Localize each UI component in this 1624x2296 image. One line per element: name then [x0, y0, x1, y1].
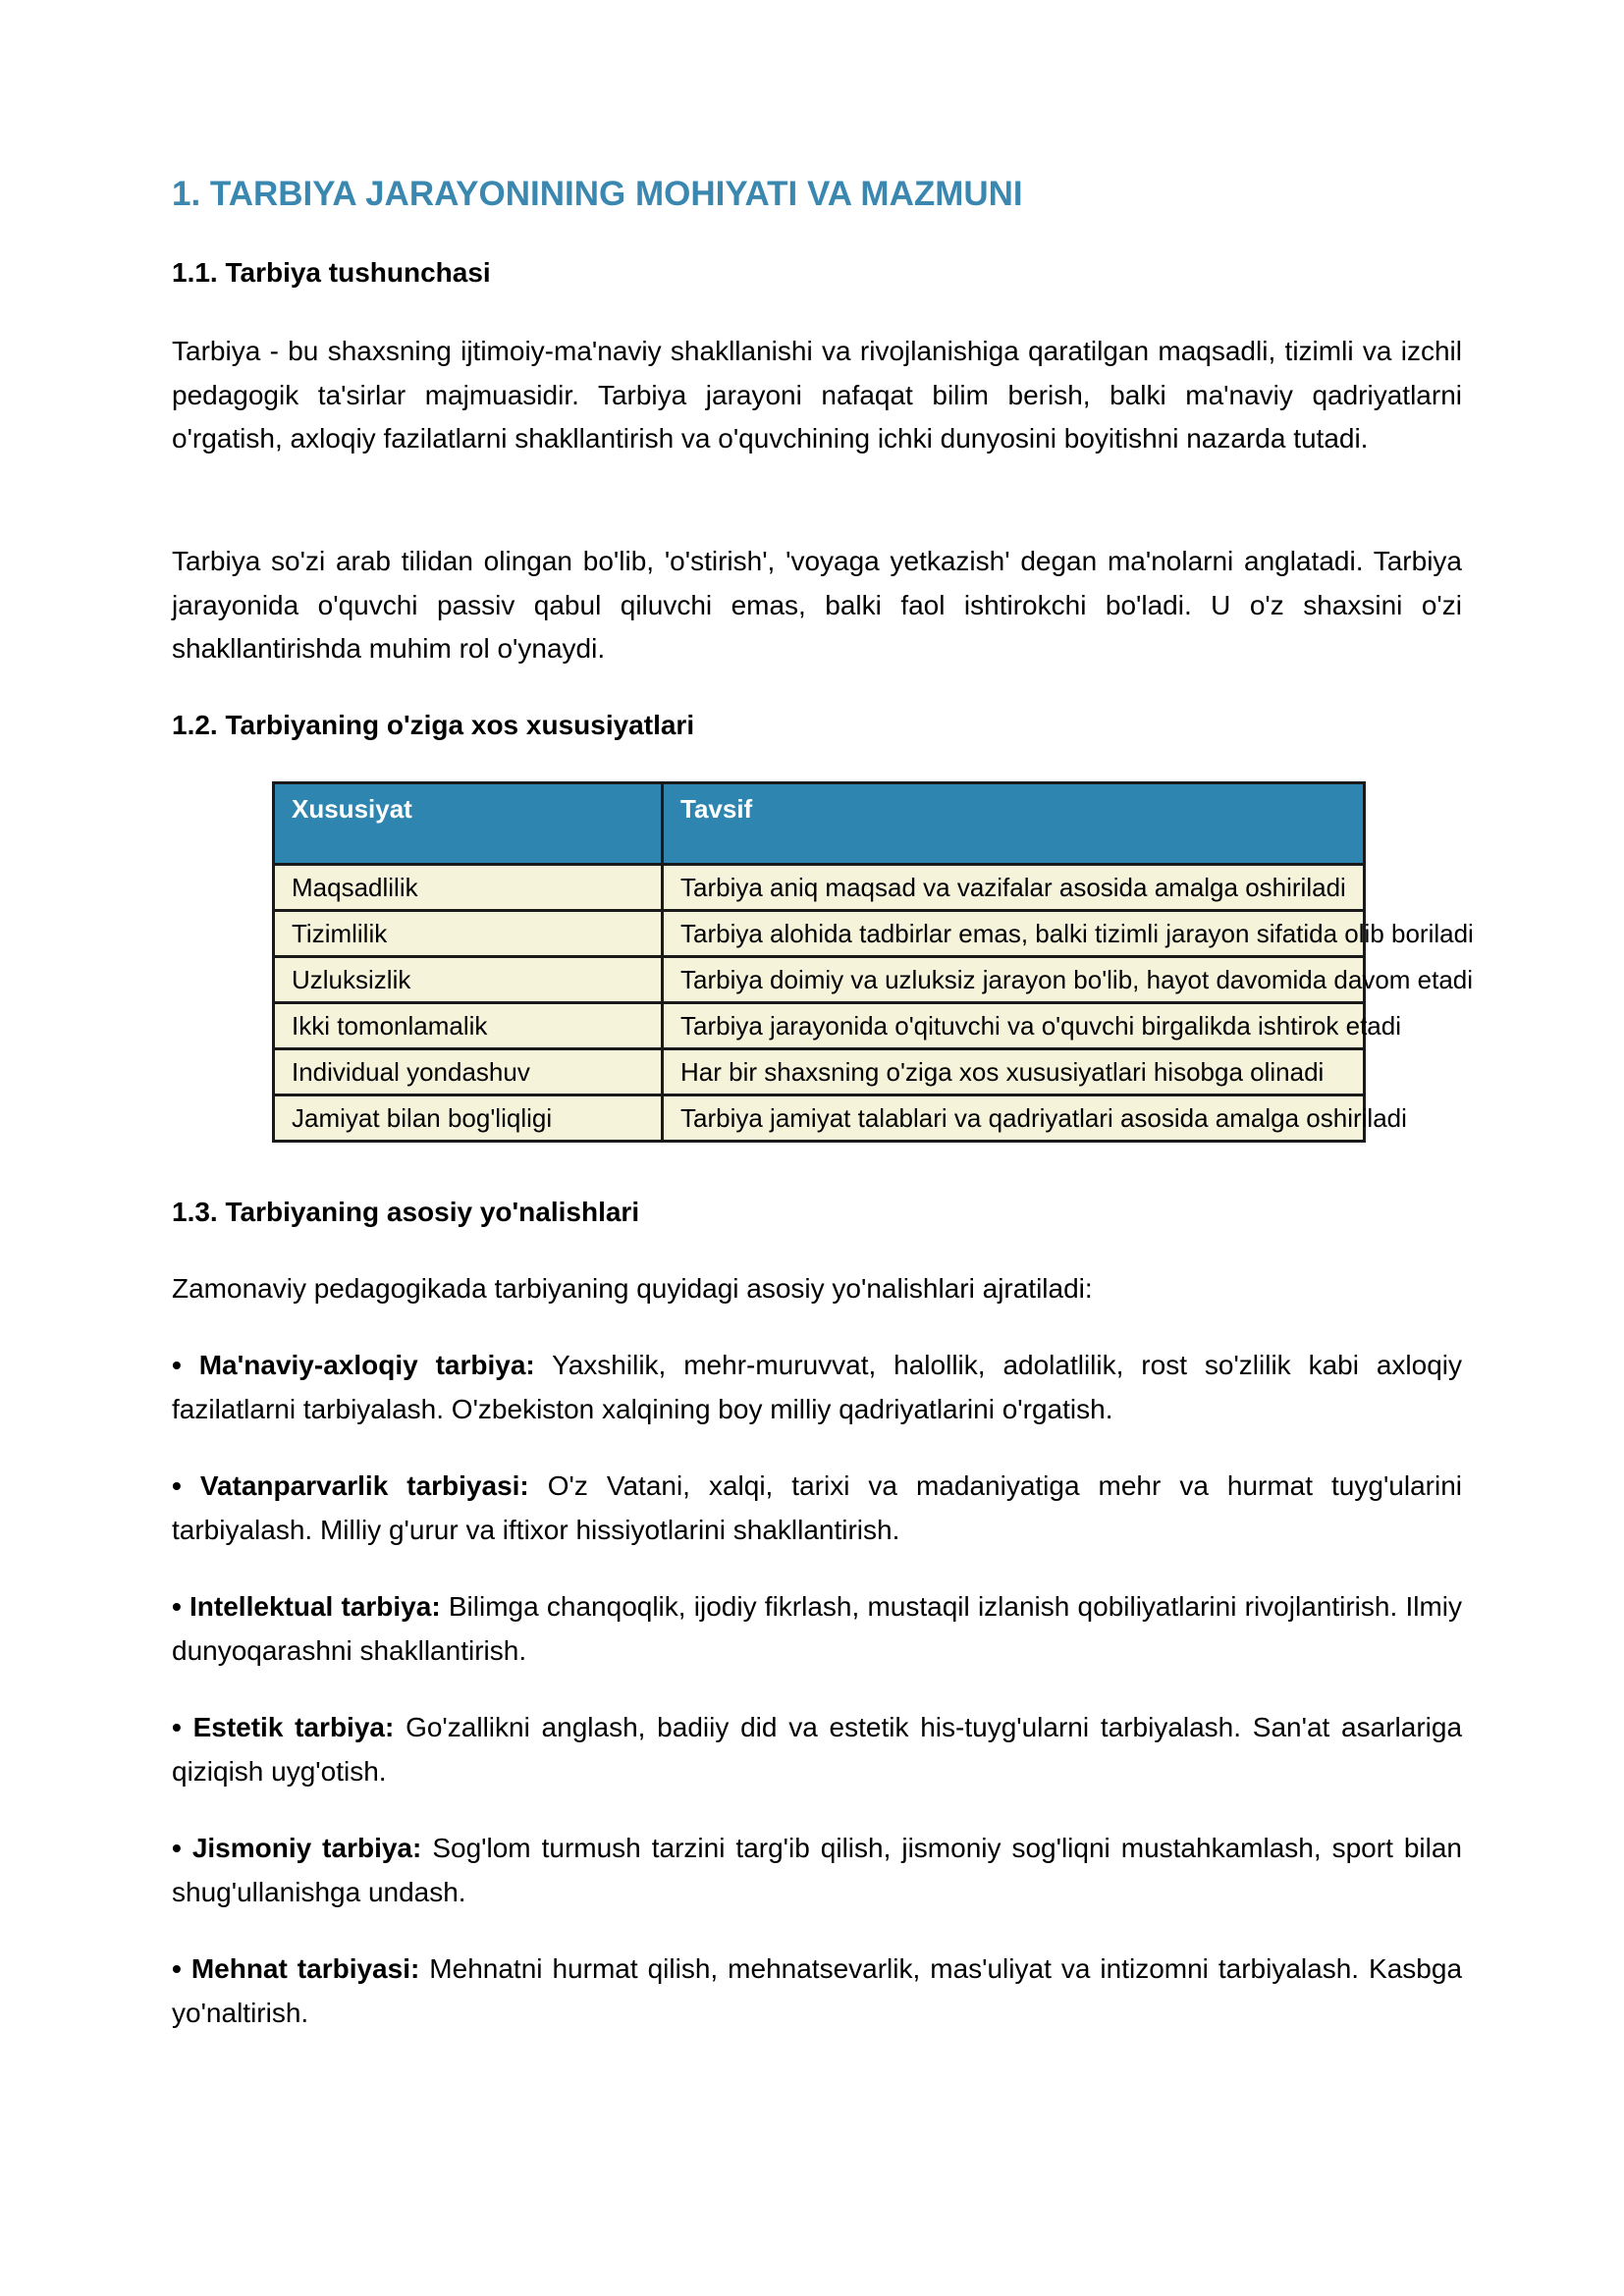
bullet-marker: • [172, 1470, 182, 1501]
bullet-text: Yaxshilik, mehr-muruvvat, halollik, adolatlilik, rost so'zlilik kabi axloqiy fazilatlarni tarbiyalash. O'zbekiston xalqining boy milliy qadriyatlarini o'rgatish. [172, 1350, 1463, 1424]
table-cell-feature: Tizimlilik [274, 911, 663, 957]
paragraph-tarbiya-definition: Tarbiya - bu shaxsning ijtimoiy-ma'naviy shakllanishi va rivojlanishiga qaratilgan maqsadli, tizimli va izchil pedagogik ta'sirlar majmuasidir. Tarbiya jarayoni nafaqat bilim berish, balki ma'naviy qadriyatlarni o'rgatish, axloqiy fazilatlarni shakllantirish va o'quvchining ichki dunyosini boyitishni nazarda tutadi. [172, 336, 1462, 454]
table-row [274, 865, 1365, 911]
section-heading-1-3: 1.3. Tarbiyaning asosiy yo'nalishlari [172, 1197, 640, 1227]
bullet-label: Estetik tarbiya: [192, 1712, 395, 1742]
bullet-label: Intellektual tarbiya: [189, 1591, 441, 1622]
table-cell-feature: Uzluksizlik [274, 957, 663, 1003]
bullet-item [172, 1706, 1462, 1793]
bullet-marker: • [172, 1953, 182, 1984]
bullet-label: Mehnat tarbiyasi: [190, 1953, 420, 1984]
table-cell-description: Tarbiya doimiy va uzluksiz jarayon bo'lib, hayot davomida davom etadi [663, 957, 1365, 1003]
bullet-text: Mehnatni hurmat qilish, mehnatsevarlik, mas'uliyat va intizomni tarbiyalash. Kasbga yo'naltirish. [172, 1953, 1463, 2028]
bullet-marker: • [172, 1591, 182, 1622]
page-title: 1. TARBIYA JARAYONINING MOHIYATI VA MAZMUNI [172, 175, 1023, 213]
table-cell-description: Tarbiya aniq maqsad va vazifalar asosida amalga oshiriladi [663, 865, 1365, 911]
bullet-marker: • [172, 1350, 182, 1380]
section-heading-1-1: 1.1. Tarbiya tushunchasi [172, 257, 491, 288]
table-row [274, 911, 1365, 957]
bullet-text: Sog'lom turmush tarzini targ'ib qilish, jismoniy sog'liqni mustahkamlash, sport bilan shug'ullanishga undash. [172, 1833, 1463, 1907]
table-cell-feature: Maqsadlilik [274, 865, 663, 911]
section-heading-1-2: 1.2. Tarbiyaning o'ziga xos xususiyatlari [172, 710, 695, 740]
bullet-label: Jismoniy tarbiya: [191, 1833, 422, 1863]
bullet-item [172, 1948, 1462, 2035]
table-cell-feature: Ikki tomonlamalik [274, 1003, 663, 1049]
bullet-text: Bilimga chanqoqlik, ijodiy fikrlash, mustaqil izlanish qobiliyatlarini rivojlantirish. Ilmiy dunyoqarashni shakllantirish. [172, 1591, 1462, 1666]
bullet-text: O'z Vatani, xalqi, tarixi va madaniyatiga mehr va hurmat tuyg'ularini tarbiyalash. Milliy g'urur va iftixor hissiyotlarini shakllantirish. [172, 1470, 1462, 1545]
bullet-marker: • [172, 1833, 182, 1863]
table-row [274, 957, 1365, 1003]
bullet-item [172, 1585, 1462, 1673]
bullet-item [172, 1827, 1462, 1914]
bullet-item [172, 1465, 1462, 1552]
table-cell-description: Har bir shaxsning o'ziga xos xususiyatlari hisobga olinadi [663, 1049, 1365, 1095]
table-cell-description: Tarbiya jarayonida o'qituvchi va o'quvchi birgalikda ishtirok etadi [663, 1003, 1365, 1049]
bullet-text: Go'zallikni anglash, badiiy did va estetik his-tuyg'ularni tarbiyalash. San'at asarlariga qiziqish uyg'otish. [172, 1712, 1463, 1787]
table-header-xususiyat: Xususiyat [274, 783, 663, 865]
table-cell-description: Tarbiya alohida tadbirlar emas, balki tizimli jarayon sifatida olib boriladi [663, 911, 1365, 957]
table-row [274, 1049, 1365, 1095]
table-cell-feature: Individual yondashuv [274, 1049, 663, 1095]
table-header-row [274, 783, 1365, 865]
table-row [274, 1003, 1365, 1049]
table-row [274, 1095, 1365, 1142]
bullet-label: Ma'naviy-axloqiy tarbiya: [198, 1350, 535, 1380]
table-header-tavsif: Tavsif [663, 783, 1365, 865]
paragraph-tarbiya-etymology: Tarbiya so'zi arab tilidan olingan bo'lib, 'o'stirish', 'voyaga yetkazish' degan ma'nolarni anglatadi. Tarbiya jarayonida o'quvchi passiv qabul qiluvchi emas, balki faol ishtirokchi bo'ladi. U o'z shaxsini o'zi shakllantirishda muhim rol o'ynaydi. [172, 546, 1462, 664]
bullet-label: Vatanparvarlik tarbiyasi: [199, 1470, 529, 1501]
bullet-marker: • [172, 1712, 182, 1742]
bullet-item [172, 1344, 1462, 1431]
table-cell-feature: Jamiyat bilan bog'liqligi [274, 1095, 663, 1142]
table-cell-description: Tarbiya jamiyat talablari va qadriyatlari asosida amalga oshiriladi [663, 1095, 1365, 1142]
features-table [272, 781, 1474, 1143]
paragraph-directions-intro: Zamonaviy pedagogikada tarbiyaning quyidagi asosiy yo'nalishlari ajratiladi: [172, 1273, 1093, 1304]
